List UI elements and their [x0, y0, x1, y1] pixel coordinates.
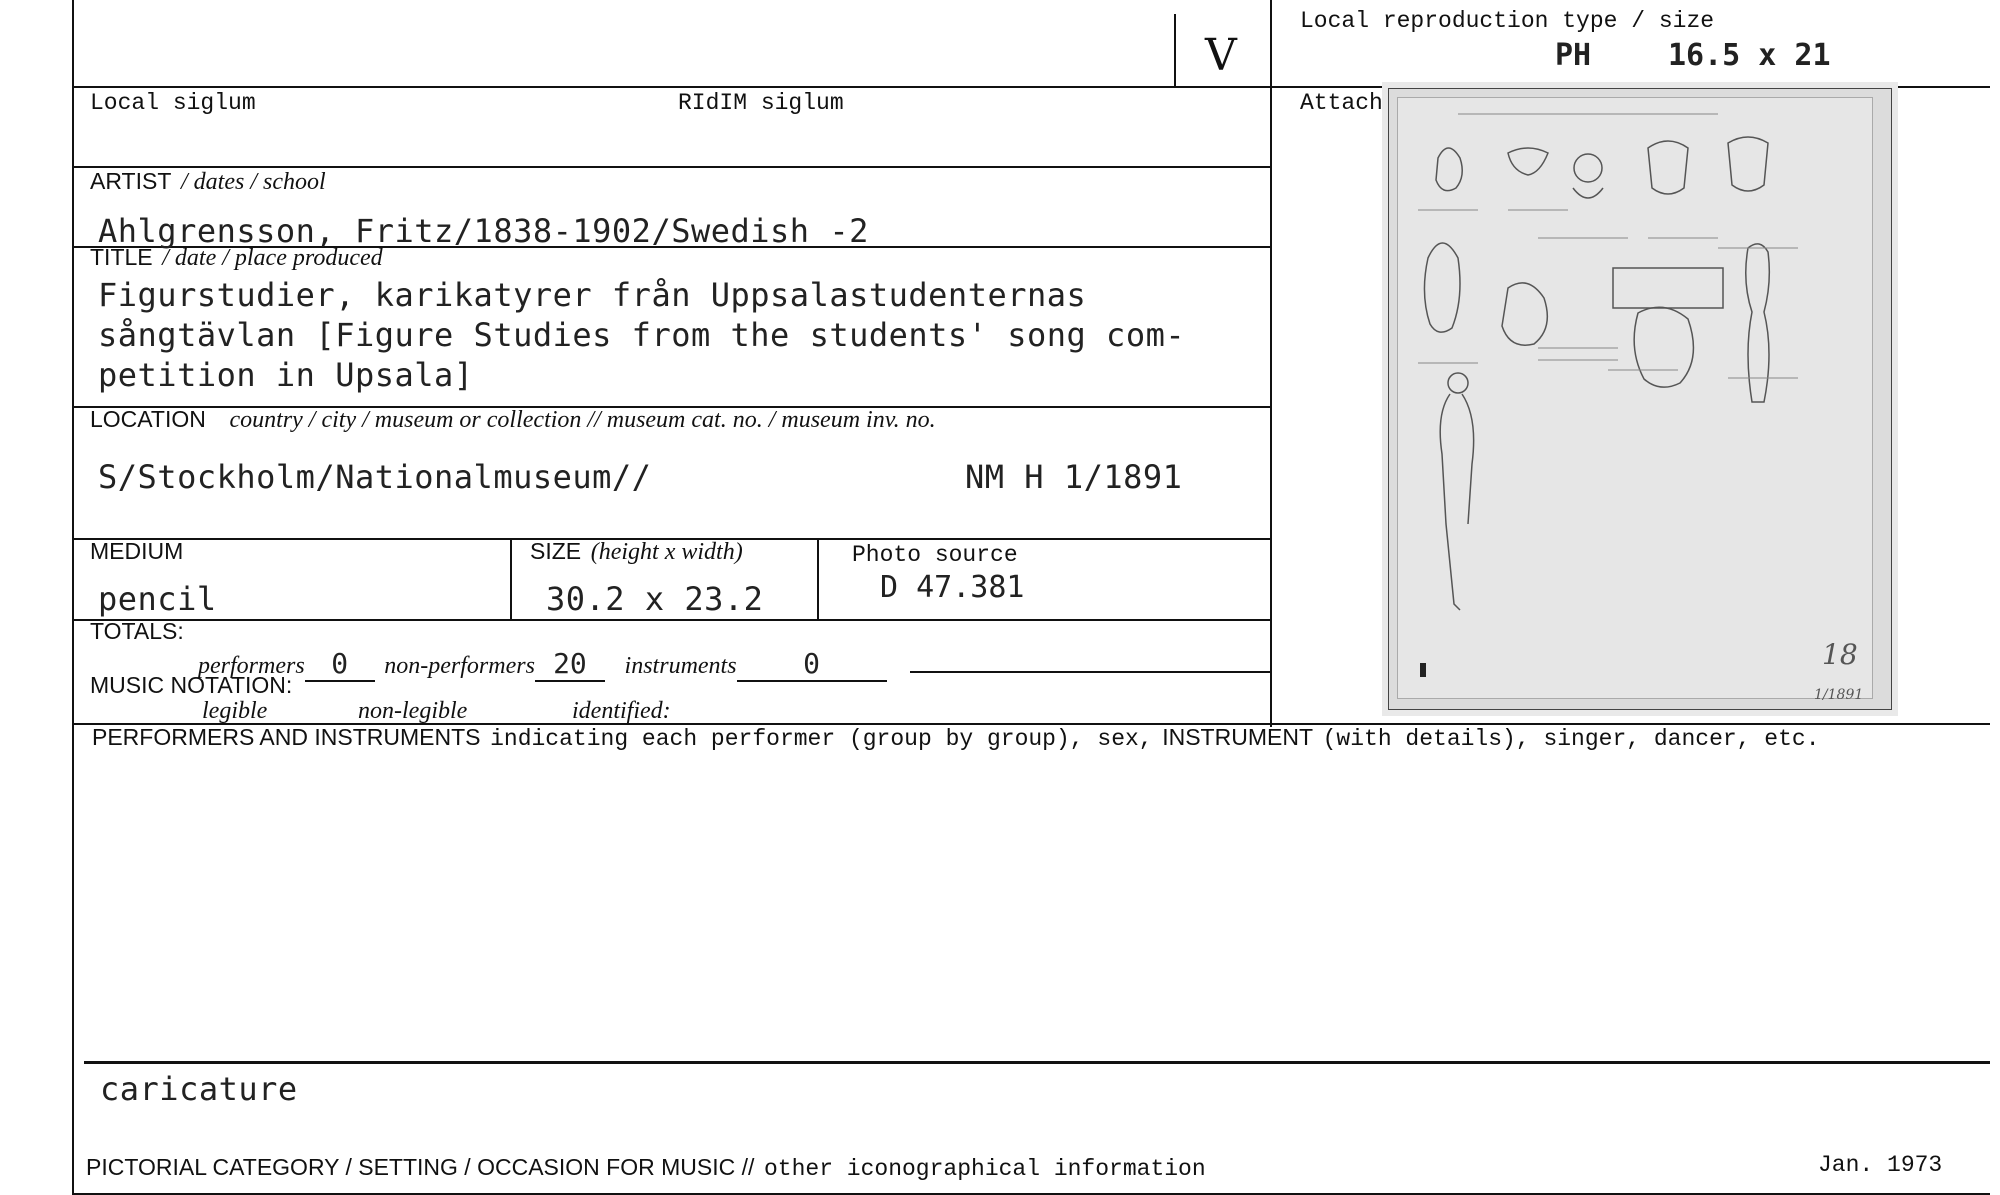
- size-label-rest: (height x width): [590, 539, 743, 565]
- sketch-drawing: [1398, 98, 1872, 698]
- totals-label: TOTALS:: [90, 618, 184, 644]
- rule-totals-top: [72, 619, 1270, 621]
- rule-v-size-right: [817, 538, 819, 620]
- pictorial-label-row: [86, 1154, 1206, 1182]
- left-border: [72, 0, 74, 1195]
- medium-label: MEDIUM: [90, 538, 184, 564]
- location-label: LOCATION: [90, 406, 206, 432]
- repro-size: 16.5 x 21: [1668, 38, 1831, 73]
- attach-label: Attach: [1300, 90, 1383, 116]
- local-siglum-label: Local siglum: [90, 90, 256, 116]
- photo-number: 18: [1822, 638, 1858, 671]
- medium-value: pencil: [98, 580, 217, 618]
- pictorial-value: caricature: [100, 1070, 298, 1108]
- title-label: TITLE: [90, 244, 153, 270]
- location-label-rest: country / city / museum or collection // museum cat. no. / museum inv. no.: [229, 407, 936, 433]
- title-line-1: Figurstudier, karikatyrer från Uppsalastudenternas: [98, 276, 1087, 314]
- photo-inv-mark: 1/1891: [1814, 687, 1864, 703]
- instruments-value: 0: [737, 647, 887, 682]
- totals-row: [198, 647, 887, 682]
- performers-label: performers: [198, 653, 305, 679]
- performers-value: 0: [305, 647, 375, 682]
- music-notation-label: MUSIC NOTATION:: [90, 672, 293, 698]
- title-line-2: sångtävlan [Figure Studies from the students' song com-: [98, 316, 1186, 354]
- artist-label-rest: / dates / school: [180, 169, 326, 195]
- card-date: Jan. 1973: [1818, 1152, 1943, 1178]
- pictorial-label: PICTORIAL CATEGORY / SETTING / OCCASION FOR MUSIC //: [86, 1154, 755, 1180]
- location-inv-no: NM H 1/1891: [965, 458, 1183, 496]
- artist-label-row: [90, 168, 326, 196]
- pictorial-label-rest: other iconographical information: [763, 1156, 1206, 1182]
- attached-photo: [1388, 88, 1892, 710]
- nonperformers-value: 20: [535, 647, 605, 682]
- location-label-row: [90, 406, 936, 434]
- performers-label-row: [92, 724, 1820, 752]
- nonperformers-label: non-performers: [384, 653, 535, 679]
- title-line-3: petition in Upsala]: [98, 356, 474, 394]
- performers-label-rest: indicating each performer (group by group), sex,: [490, 726, 1153, 752]
- size-label: SIZE: [530, 538, 582, 564]
- size-value: 30.2 x 23.2: [546, 580, 764, 618]
- photo-source-value: D 47.381: [880, 570, 1025, 605]
- repro-label: Local reproduction type / size: [1300, 8, 1715, 34]
- check-mark: V: [1205, 30, 1237, 81]
- instruments-label: instruments: [624, 653, 737, 679]
- location-value: S/Stockholm/Nationalmuseum//: [98, 458, 652, 496]
- music-legible: legible: [202, 698, 268, 724]
- repro-type: PH: [1555, 38, 1592, 73]
- artist-value: Ahlgrensson, Fritz/1838-1902/Swedish -2: [98, 212, 869, 250]
- performers-label: PERFORMERS AND INSTRUMENTS: [92, 724, 481, 750]
- ridim-siglum-label: RIdIM siglum: [678, 90, 844, 116]
- title-label-rest: / date / place produced: [162, 245, 383, 271]
- music-nonlegible: non-legible: [358, 698, 468, 724]
- music-identified: identified:: [572, 698, 671, 724]
- performers-label-end: (with details), singer, dancer, etc.: [1322, 726, 1820, 752]
- size-label-row: [530, 538, 743, 566]
- rule-v-check-left: [1174, 14, 1176, 86]
- sketch-page: [1397, 97, 1873, 699]
- title-label-row: [90, 244, 383, 272]
- rule-v-check-right: [1270, 0, 1272, 727]
- artist-label: ARTIST: [90, 168, 172, 194]
- rule-pictorial-top: [84, 1061, 1990, 1064]
- photo-source-label: Photo source: [852, 542, 1018, 568]
- rule-v-size-left: [510, 538, 512, 620]
- totals-underline-tail: [910, 671, 1270, 673]
- performers-label-instr: INSTRUMENT: [1162, 724, 1313, 750]
